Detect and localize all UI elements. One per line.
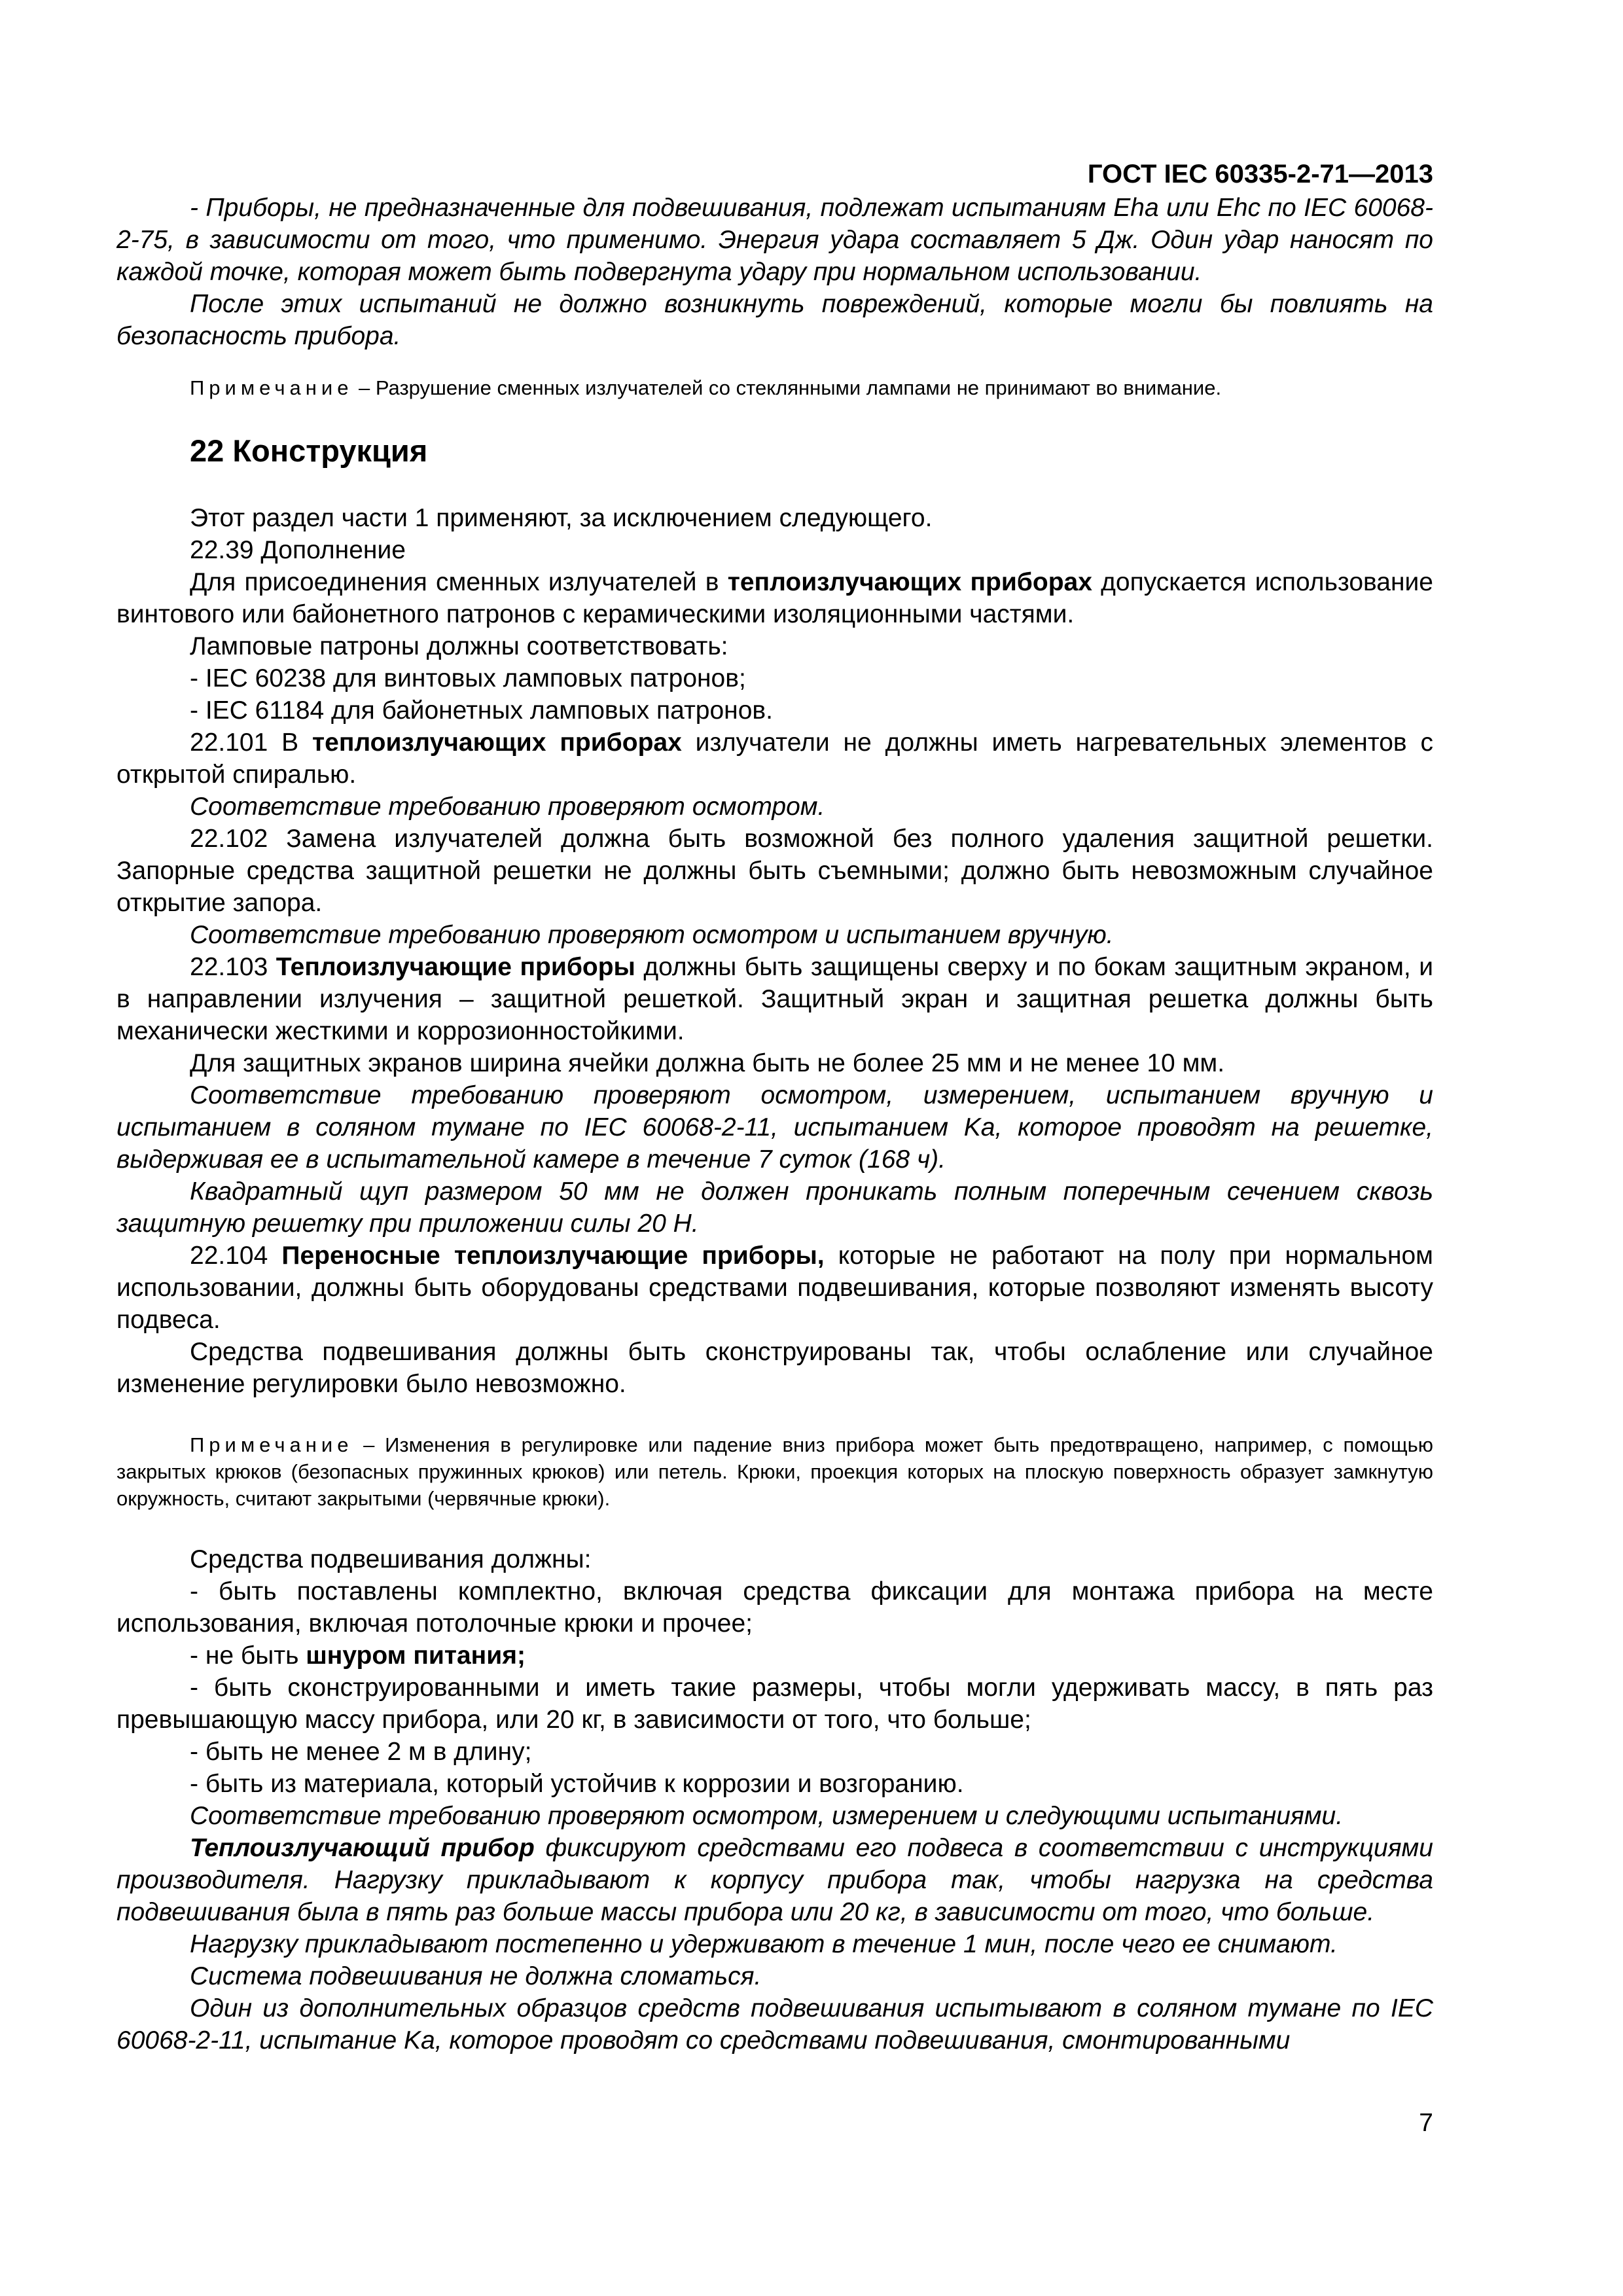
paragraph: Этот раздел части 1 применяют, за исключением следующего. [190,504,933,532]
section-title: 22 Конструкция [190,433,428,468]
list-item: - быть не менее 2 м в длину; [190,1738,532,1766]
list-item: - IEC 60238 для винтовых ламповых патронов; [190,664,746,692]
term-bold: шнуром питания; [306,1641,526,1670]
text-run: излучатели не должны иметь нагревательных элементов с открытой спиралью. [116,728,1434,789]
text-run: 22.101 В [190,728,313,757]
paragraph: Соответствие требованию проверяют осмотром и испытанием вручную. [190,921,1114,949]
document-page [116,144,1433,2056]
note-label: Примечание [190,1433,353,1456]
document-header: ГОСТ IEC 60335-2-71—2013 [1087,160,1433,188]
paragraph: Один из дополнительных образцов средств подвешивания испытывают в соляном тумане по IEC 60068-2-11, испытание Ka, которое проводят со средствами подвешивания, смонтированными [116,1994,1433,2054]
note [116,374,1433,401]
text-run: фиксируют средствами его подвеса в соответствии с инструкциями производителя. Нагрузку прикладывают к корпусу прибора так, чтобы нагрузка на средства подвешивания была в пять раз больше массы прибора или 20 кг, в зависимости от того, что больше. [116,1834,1433,1926]
term-bold: теплоизлучающих приборах [727,568,1092,596]
list-item: - быть из материала, который устойчив к коррозии и возгоранию. [190,1770,964,1798]
note [116,1431,1433,1512]
text-run: должны быть защищены сверху и по бокам защитным экраном, и в направлении излучения – защитной решеткой. Защитный экран и защитная решетка должны быть механически жесткими и коррозионностойкими. [116,953,1433,1045]
term-bold: Теплоизлучающие приборы [276,953,635,981]
paragraph [116,726,1433,791]
paragraph: Соответствие требованию проверяют осмотром, измерением, испытанием вручную и испытанием в соляном тумане по IEC 60068-2-11, испытанием Ka, которое проводят на решетке, выдерживая ее в испытательной камере в течение 7 суток (168 ч). [116,1081,1433,1174]
page-number: 7 [1419,2109,1433,2137]
list-item [116,1640,1433,1672]
paragraph: 22.102 Замена излучателей должна быть возможной без полного удаления защитной решетки. Запорные средства защитной решетки не должны быть съемными; должно быть невозможным случайное открытие запора. [116,825,1433,917]
text-run: допускается использование винтового или байонетного патронов с керамическими изоляционными частями. [116,568,1434,628]
list-item: - быть сконструированными и иметь такие размеры, чтобы могли удерживать массу, в пять раз превышающую массу прибора, или 20 кг, в зависимости от того, что больше; [116,1674,1433,1734]
term-bold: теплоизлучающих приборах [312,728,682,757]
text-run: которые не работают на полу при нормальном использовании, должны быть оборудованы средствами подвешивания, которые позволяют изменять высоту подвеса. [116,1242,1433,1334]
paragraph: Квадратный щуп размером 50 мм не должен проникать полным поперечным сечением сквозь защитную решетку при приложении силы 20 Н. [116,1177,1433,1238]
paragraph: Система подвешивания не должна сломаться. [190,1962,762,1990]
note-text: – Разрушение сменных излучателей со стеклянными лампами не принимают во внимание. [353,376,1222,399]
paragraph: После этих испытаний не должно возникнуть повреждений, которые могли бы повлиять на безопасность прибора. [116,290,1433,350]
paragraph [116,951,1433,1047]
paragraph: Ламповые патроны должны соответствовать: [190,632,728,660]
note-label: Примечание [190,376,353,399]
paragraph: 22.39 Дополнение [190,536,406,564]
paragraph [116,1832,1433,1928]
note-text: – Изменения в регулировке или падение вниз прибора может быть предотвращено, например, с помощью закрытых крюков (безопасных пружинных крюков) или петель. Крюки, проекция которых на плоскую поверхность образует замкнутую окружность, считают закрытыми (червячные крюки). [116,1433,1433,1510]
paragraph: Нагрузку прикладывают постепенно и удерживают в течение 1 мин, после чего ее снимают. [190,1930,1338,1958]
paragraph: Средства подвешивания должны быть сконструированы так, чтобы ослабление или случайное изменение регулировки было невозможно. [116,1338,1433,1398]
paragraph: Соответствие требованию проверяют осмотром. [190,793,825,821]
paragraph [116,1240,1433,1336]
list-item: - быть поставлены комплектно, включая средства фиксации для монтажа прибора на месте использования, включая потолочные крюки и прочее; [116,1577,1433,1638]
term-bold: Теплоизлучающий прибор [190,1834,535,1862]
paragraph [116,566,1433,630]
text-run: Для присоединения сменных излучателей в [190,568,728,596]
paragraph: Средства подвешивания должны: [190,1545,592,1573]
text-run: 22.103 [190,953,276,981]
term-bold: Переносные теплоизлучающие приборы, [281,1242,825,1270]
paragraph: Соответствие требованию проверяют осмотром, измерением и следующими испытаниями. [190,1802,1344,1830]
paragraph: Для защитных экранов ширина ячейки должна быть не более 25 мм и не менее 10 мм. [190,1049,1225,1077]
text-run: - не быть [190,1641,306,1670]
text-run: 22.104 [190,1242,282,1270]
paragraph: - Приборы, не предназначенные для подвешивания, подлежат испытаниям Eha или Ehc по IEC 60068-2-75, в зависимости от того, что применимо. Энергия удара составляет 5 Дж. Один удар наносят по каждой точке, которая может быть подвергнута удару при нормальном использовании. [116,194,1433,286]
list-item: - IEC 61184 для байонетных ламповых патронов. [190,696,773,725]
